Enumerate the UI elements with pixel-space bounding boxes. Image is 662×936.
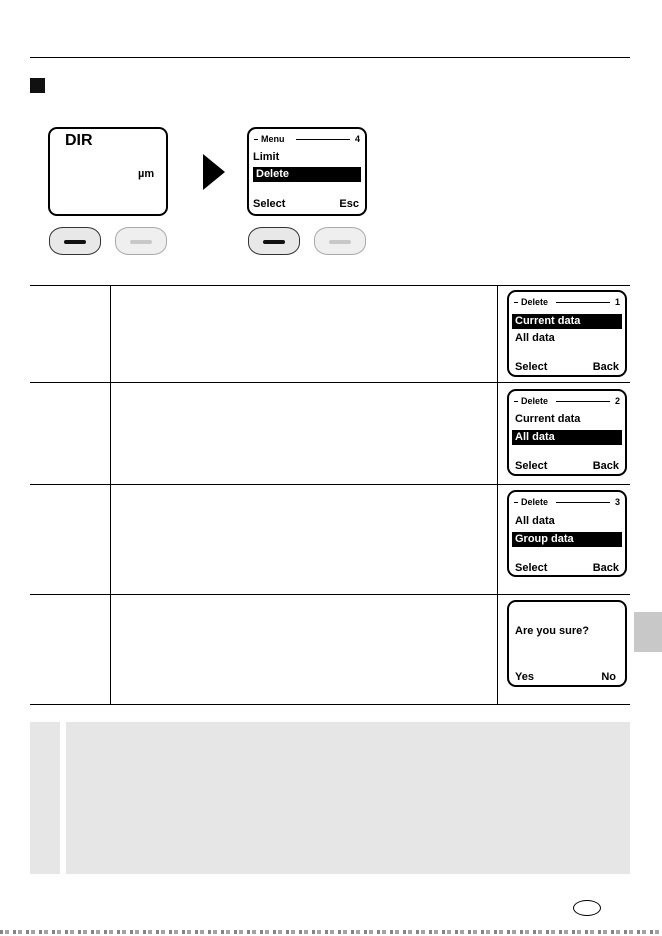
table-rule: [30, 484, 630, 485]
softkey-right-label: Back: [592, 562, 619, 574]
screen-title: DIR: [65, 132, 93, 149]
softkey-right-label: Back: [592, 361, 619, 373]
lcd-screen-menu: [247, 127, 367, 216]
screen-number: 2: [614, 396, 620, 406]
lcd-screen-confirm: [507, 600, 627, 687]
screen-header: Delete: [521, 497, 549, 507]
lcd-screen-delete-2: [507, 389, 627, 476]
table-rule: [30, 704, 630, 705]
screen-unit: µm: [138, 168, 155, 180]
lcd-screen-delete-1: [507, 290, 627, 377]
screen-line-all-data: All data: [515, 515, 555, 527]
table-rule: [30, 382, 630, 383]
lcd-screen-delete-3: [507, 490, 627, 577]
softkey-right-label: No: [601, 671, 616, 683]
arrow-right-icon: [203, 154, 225, 190]
softkey-left-label: Yes: [515, 671, 534, 683]
table-divider: [110, 285, 111, 705]
screen-number: 3: [614, 497, 620, 507]
screen-number: 4: [354, 134, 360, 144]
menu-item-limit: Limit: [253, 151, 280, 163]
screen-header: Delete: [521, 297, 549, 307]
softkey-left-label: Select: [515, 361, 548, 373]
screen-line-current-data: Current data: [512, 314, 622, 329]
screen-line-current-data: Current data: [515, 413, 581, 425]
language-oval-icon: [573, 900, 601, 916]
softkey-left-label: Select: [515, 562, 548, 574]
right-softkey-button[interactable]: [115, 227, 167, 255]
section-square-icon: [30, 78, 45, 93]
table-divider: [497, 285, 498, 705]
screen-line-all-data: All data: [515, 332, 555, 344]
table-rule: [30, 594, 630, 595]
note-box: [30, 722, 630, 874]
lcd-screen-dir: [48, 127, 168, 216]
bottom-edge: [0, 930, 662, 934]
screen-line-all-data: All data: [512, 430, 622, 445]
left-softkey-button[interactable]: [248, 227, 300, 255]
menu-item-delete: Delete: [253, 167, 361, 182]
language-tab: [634, 612, 662, 652]
top-rule: [30, 57, 630, 58]
softkey-left-label: Select: [515, 460, 548, 472]
screen-header: Delete: [521, 396, 549, 406]
table-rule: [30, 285, 630, 286]
screen-line-group-data: Group data: [512, 532, 622, 547]
softkey-left-label: Select: [253, 198, 286, 210]
left-softkey-button[interactable]: [49, 227, 101, 255]
screen-header: Menu: [261, 134, 285, 144]
screen-question: Are you sure?: [515, 625, 589, 637]
softkey-right-label: Esc: [339, 198, 359, 210]
right-softkey-button[interactable]: [314, 227, 366, 255]
screen-number: 1: [614, 297, 620, 307]
softkey-right-label: Back: [592, 460, 619, 472]
